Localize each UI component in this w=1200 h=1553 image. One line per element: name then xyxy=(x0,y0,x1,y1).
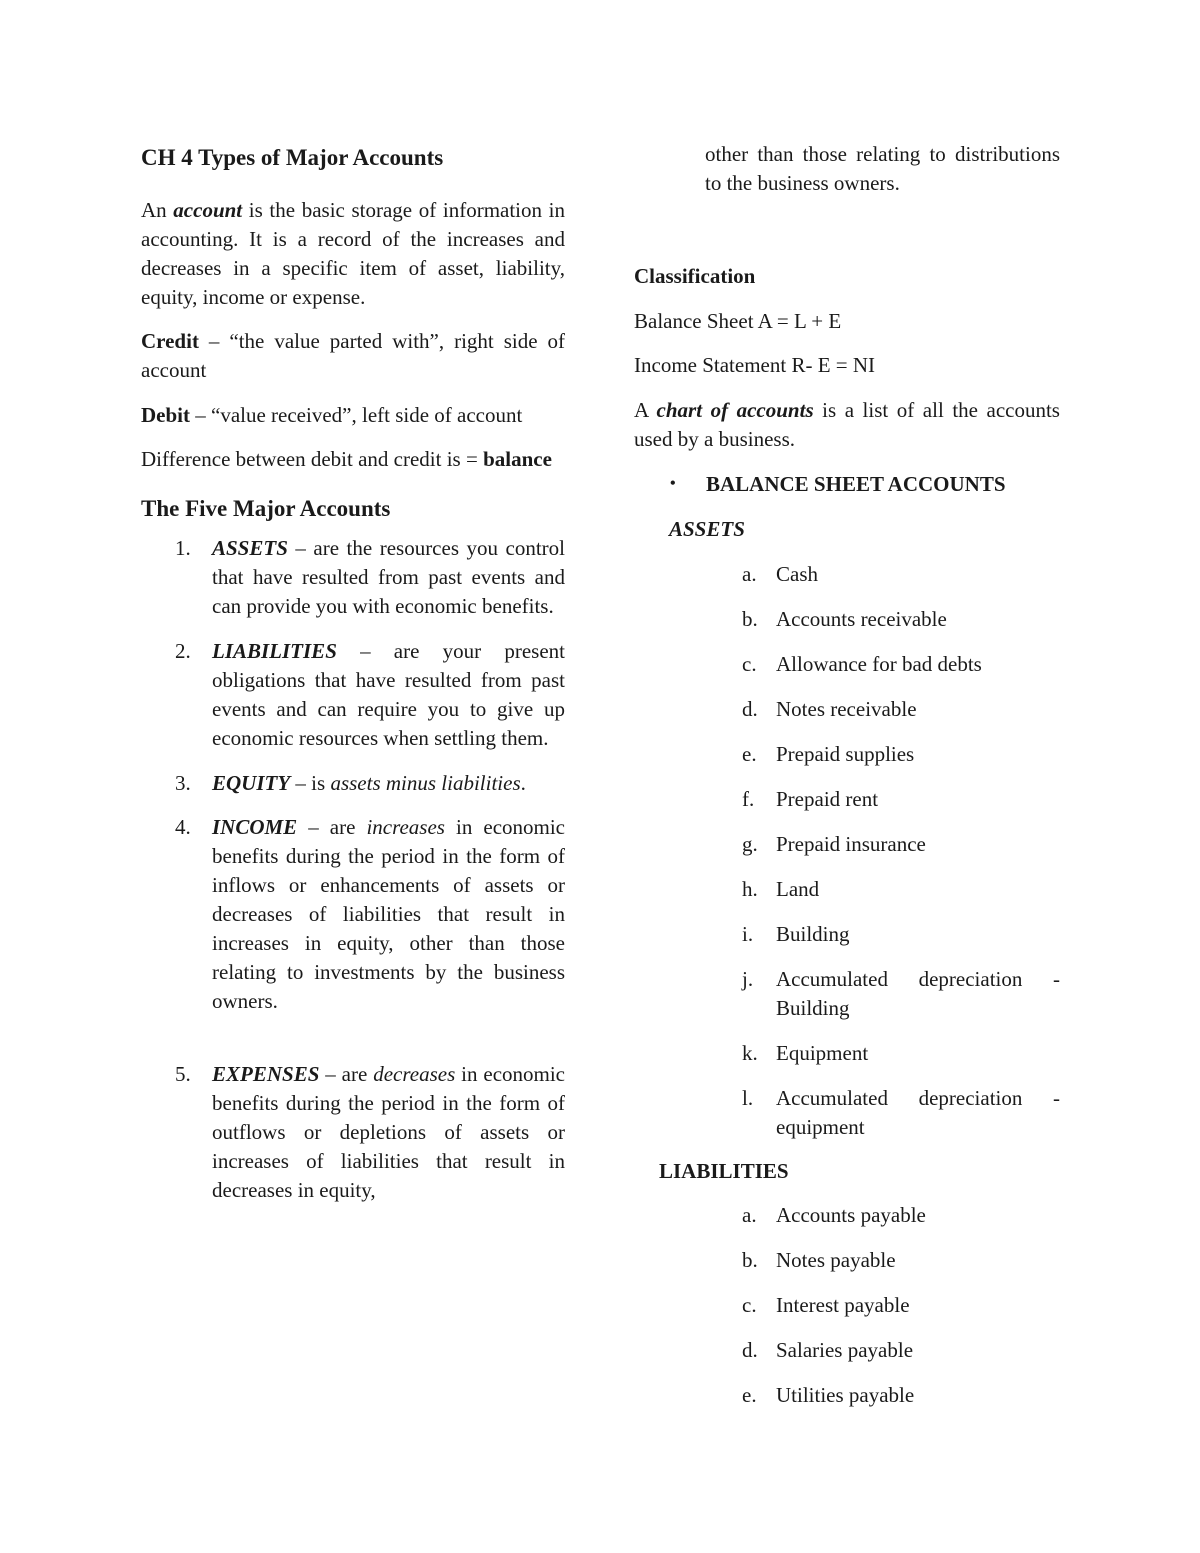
list-letter: c. xyxy=(742,652,757,676)
list-letter: g. xyxy=(742,832,758,856)
list-item-text: Prepaid rent xyxy=(776,787,879,811)
list-item xyxy=(634,1039,1060,1068)
list-item-text: Prepaid insurance xyxy=(776,832,926,856)
list-item xyxy=(634,650,1060,679)
credit-term: Credit xyxy=(141,329,199,353)
list-item-text: Accounts payable xyxy=(776,1203,926,1227)
equity-post: . xyxy=(520,771,526,795)
chart-of-accounts-definition xyxy=(634,396,1060,454)
equity-emphasis: assets minus liabilities xyxy=(330,771,521,795)
equity-term: EQUITY xyxy=(212,771,291,795)
balance-sheet-accounts-item xyxy=(634,470,1060,499)
list-letter: b. xyxy=(742,607,758,631)
list-item-text: Building xyxy=(776,922,850,946)
debit-def: – “value received”, left side of account xyxy=(190,403,523,427)
list-item-text: Notes payable xyxy=(776,1248,896,1272)
account-term: account xyxy=(173,198,243,222)
left-column xyxy=(141,140,565,1205)
account-definition xyxy=(141,196,565,312)
list-item-text: Utilities payable xyxy=(776,1383,915,1407)
list-item-text: Interest payable xyxy=(776,1293,910,1317)
list-item-text: Cash xyxy=(776,562,818,586)
income-post: in economic benefits during the period in the form of inflows or enhancements of assets or decreases of liabilities that result in increases in equity, other than those relating to investments by the business owners. xyxy=(212,815,566,1013)
list-letter: e. xyxy=(742,1383,757,1407)
right-column xyxy=(634,140,1060,1410)
chart-post: is a list of all the accounts used by a business. xyxy=(634,398,1060,451)
list-item-text: Salaries payable xyxy=(776,1338,914,1362)
chart-pre: A xyxy=(634,398,657,422)
intro-pre: An xyxy=(141,198,174,222)
list-letter: b. xyxy=(742,1248,758,1272)
expenses-dash: – are xyxy=(319,1062,374,1086)
list-letter: d. xyxy=(742,1338,758,1362)
balance-sheet-equation: Balance Sheet A = L + E xyxy=(634,309,842,333)
chart-of-accounts-term: chart of accounts xyxy=(656,398,814,422)
classification-heading: Classification xyxy=(634,264,756,288)
expenses-post: in economic benefits during the period in the form of outflows or depletions of assets or increases of liabilities that result in decreases in equity, xyxy=(212,1062,566,1202)
list-item xyxy=(634,830,1060,859)
assets-list xyxy=(634,560,1060,1142)
five-accounts-heading: The Five Major Accounts xyxy=(141,496,391,521)
list-item xyxy=(141,813,565,1016)
income-dash: – are xyxy=(297,815,367,839)
assets-heading: ASSETS xyxy=(669,517,745,541)
debit-term: Debit xyxy=(141,403,190,427)
equity-dash: – is xyxy=(290,771,331,795)
list-item xyxy=(634,740,1060,769)
expenses-emphasis: decreases xyxy=(373,1062,456,1086)
list-letter: a. xyxy=(742,562,757,586)
list-item xyxy=(634,875,1060,904)
list-item xyxy=(634,1201,1060,1230)
list-item xyxy=(634,965,1060,1023)
list-item xyxy=(634,1246,1060,1275)
income-emphasis: increases xyxy=(366,815,445,839)
list-item xyxy=(141,534,565,621)
list-letter: j. xyxy=(742,967,754,991)
list-letter: d. xyxy=(742,697,758,721)
credit-definition xyxy=(141,327,565,385)
bullet-icon: • xyxy=(670,475,676,492)
list-item xyxy=(634,1381,1060,1410)
expenses-continuation: other than those relating to distributions to the business owners. xyxy=(705,142,1060,195)
list-number: 4. xyxy=(175,815,191,839)
list-letter: f. xyxy=(742,787,755,811)
list-number: 1. xyxy=(175,536,191,560)
income-term: INCOME xyxy=(212,815,298,839)
list-letter: k. xyxy=(742,1041,758,1065)
list-item-text: Equipment xyxy=(776,1041,869,1065)
credit-def: – “the value parted with”, right side of account xyxy=(141,329,565,382)
list-item-text: Prepaid supplies xyxy=(776,742,915,766)
liabilities-heading: LIABILITIES xyxy=(659,1159,789,1183)
list-item-text: Allowance for bad debts xyxy=(776,652,982,676)
list-item xyxy=(634,1291,1060,1320)
difference-definition xyxy=(141,445,565,474)
liabilities-term: LIABILITIES xyxy=(212,639,337,663)
list-item-text: Accumulated depreciation - Building xyxy=(776,967,1060,1020)
list-item xyxy=(634,785,1060,814)
intro-post: is the basic storage of information in accounting. It is a record of the increases and decreases in a specific item of asset, liability, equity, income or expense. xyxy=(141,198,565,309)
list-item xyxy=(141,1060,565,1205)
list-item-text: Accumulated depreciation - equipment xyxy=(776,1086,1060,1139)
list-item-text: Accounts receivable xyxy=(776,607,947,631)
debit-definition xyxy=(141,401,565,430)
list-item xyxy=(634,920,1060,949)
list-item-text: Notes receivable xyxy=(776,697,917,721)
list-letter: c. xyxy=(742,1293,757,1317)
list-item xyxy=(141,769,565,798)
list-item xyxy=(634,695,1060,724)
list-item xyxy=(634,560,1060,589)
liabilities-def: – are your present obligations that have resulted from past events and can require you to give up economic resources when settling them. xyxy=(212,639,565,750)
list-letter: h. xyxy=(742,877,758,901)
list-letter: l. xyxy=(742,1086,754,1110)
list-item xyxy=(634,1084,1060,1142)
list-number: 2. xyxy=(175,639,191,663)
expenses-term: EXPENSES xyxy=(212,1062,320,1086)
balance-sheet-accounts-heading: BALANCE SHEET ACCOUNTS xyxy=(706,472,1006,496)
list-number: 3. xyxy=(175,771,191,795)
list-item xyxy=(634,605,1060,634)
liabilities-list xyxy=(634,1201,1060,1410)
list-item xyxy=(141,637,565,753)
list-item xyxy=(634,1336,1060,1365)
list-item-text: Land xyxy=(776,877,820,901)
page-title: CH 4 Types of Major Accounts xyxy=(141,145,444,170)
list-number: 5. xyxy=(175,1062,191,1086)
balance-term: balance xyxy=(483,447,552,471)
income-statement-equation: Income Statement R- E = NI xyxy=(634,353,876,377)
list-letter: e. xyxy=(742,742,757,766)
list-letter: i. xyxy=(742,922,754,946)
assets-def: – are the resources you control that have resulted from past events and can provide you with economic benefits. xyxy=(212,536,565,618)
list-letter: a. xyxy=(742,1203,757,1227)
assets-term: ASSETS xyxy=(212,536,288,560)
difference-text: Difference between debit and credit is = xyxy=(141,447,484,471)
